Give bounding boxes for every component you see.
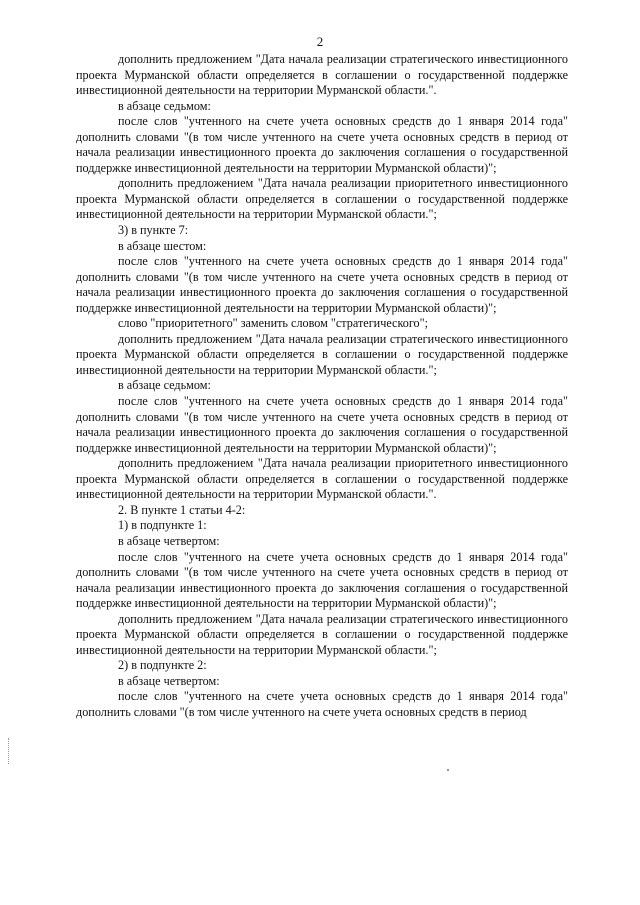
paragraph: в абзаце седьмом:: [118, 378, 211, 393]
scan-margin-mark: [8, 738, 11, 764]
paragraph: после слов "учтенного на счете учета основных средств до 1 января 2014 года" дополнить словами "(в том числе учтенного на счете учета основных средств в период от начала реализации инвестиционного проекта до заключения соглашения о государственной поддержке инвестиционной деятельности на территории Мурманской области)";: [76, 394, 568, 455]
paragraph: 1) в подпункте 1:: [118, 518, 207, 533]
paragraph: 2. В пункте 1 статьи 4-2:: [118, 502, 246, 517]
document-body: [76, 52, 568, 721]
paragraph: после слов "учтенного на счете учета основных средств до 1 января 2014 года" дополнить словами "(в том числе учтенного на счете учета основных средств в период от начала реализации инвестиционного проекта до заключения соглашения о государственной поддержке инвестиционной деятельности на территории Мурманской области)";: [76, 254, 568, 315]
paragraph: после слов "учтенного на счете учета основных средств до 1 января 2014 года" дополнить словами "(в том числе учтенного на счете учета основных средств в период от начала реализации инвестиционного проекта до заключения соглашения о государственной поддержке инвестиционной деятельности на территории Мурманской области)";: [76, 549, 568, 611]
paragraph: дополнить предложением "Дата начала реализации стратегического инвестиционного проекта Мурманской области определяется в соглашении о государственной поддержке инвестиционной деятельности на территории Мурманской области.";: [76, 331, 568, 377]
paragraph: 2) в подпункте 2:: [118, 658, 207, 673]
scan-speck: [447, 769, 449, 771]
paragraph: дополнить предложением "Дата начала реализации стратегического инвестиционного проекта Мурманской области определяется в соглашении о государственной поддержке инвестиционной деятельности на территории Мурманской области.".: [76, 52, 568, 98]
paragraph: в абзаце седьмом:: [118, 98, 211, 113]
paragraph: дополнить предложением "Дата начала реализации приоритетного инвестиционного проекта Мурманской области определяется в соглашении о государственной поддержке инвестиционной деятельности на территории Мурманской области.".: [76, 456, 568, 502]
paragraph: после слов "учтенного на счете учета основных средств до 1 января 2014 года" дополнить словами "(в том числе учтенного на счете учета основных средств в период от начала реализации инвестиционного проекта до заключения соглашения о государственной поддержке инвестиционной деятельности на территории Мурманской области)";: [76, 114, 568, 175]
paragraph: в абзаце четвертом:: [118, 533, 220, 548]
page-number: 2: [316, 34, 324, 49]
paragraph: в абзаце шестом:: [118, 238, 207, 253]
paragraph: слово "приоритетного" заменить словом "стратегического";: [118, 316, 429, 331]
paragraph: дополнить предложением "Дата начала реализации приоритетного инвестиционного проекта Мурманской области определяется в соглашении о государственной поддержке инвестиционной деятельности на территории Мурманской области.";: [76, 176, 568, 222]
paragraph: в абзаце четвертом:: [118, 673, 220, 688]
paragraph: 3) в пункте 7:: [118, 223, 189, 238]
paragraph: дополнить предложением "Дата начала реализации стратегического инвестиционного проекта Мурманской области определяется в соглашении о государственной поддержке инвестиционной деятельности на территории Мурманской области.";: [76, 611, 568, 657]
paragraph: после слов "учтенного на счете учета основных средств до 1 января 2014 года" дополнить словами "(в том числе учтенного на счете учета основных средств в период: [76, 689, 568, 719]
